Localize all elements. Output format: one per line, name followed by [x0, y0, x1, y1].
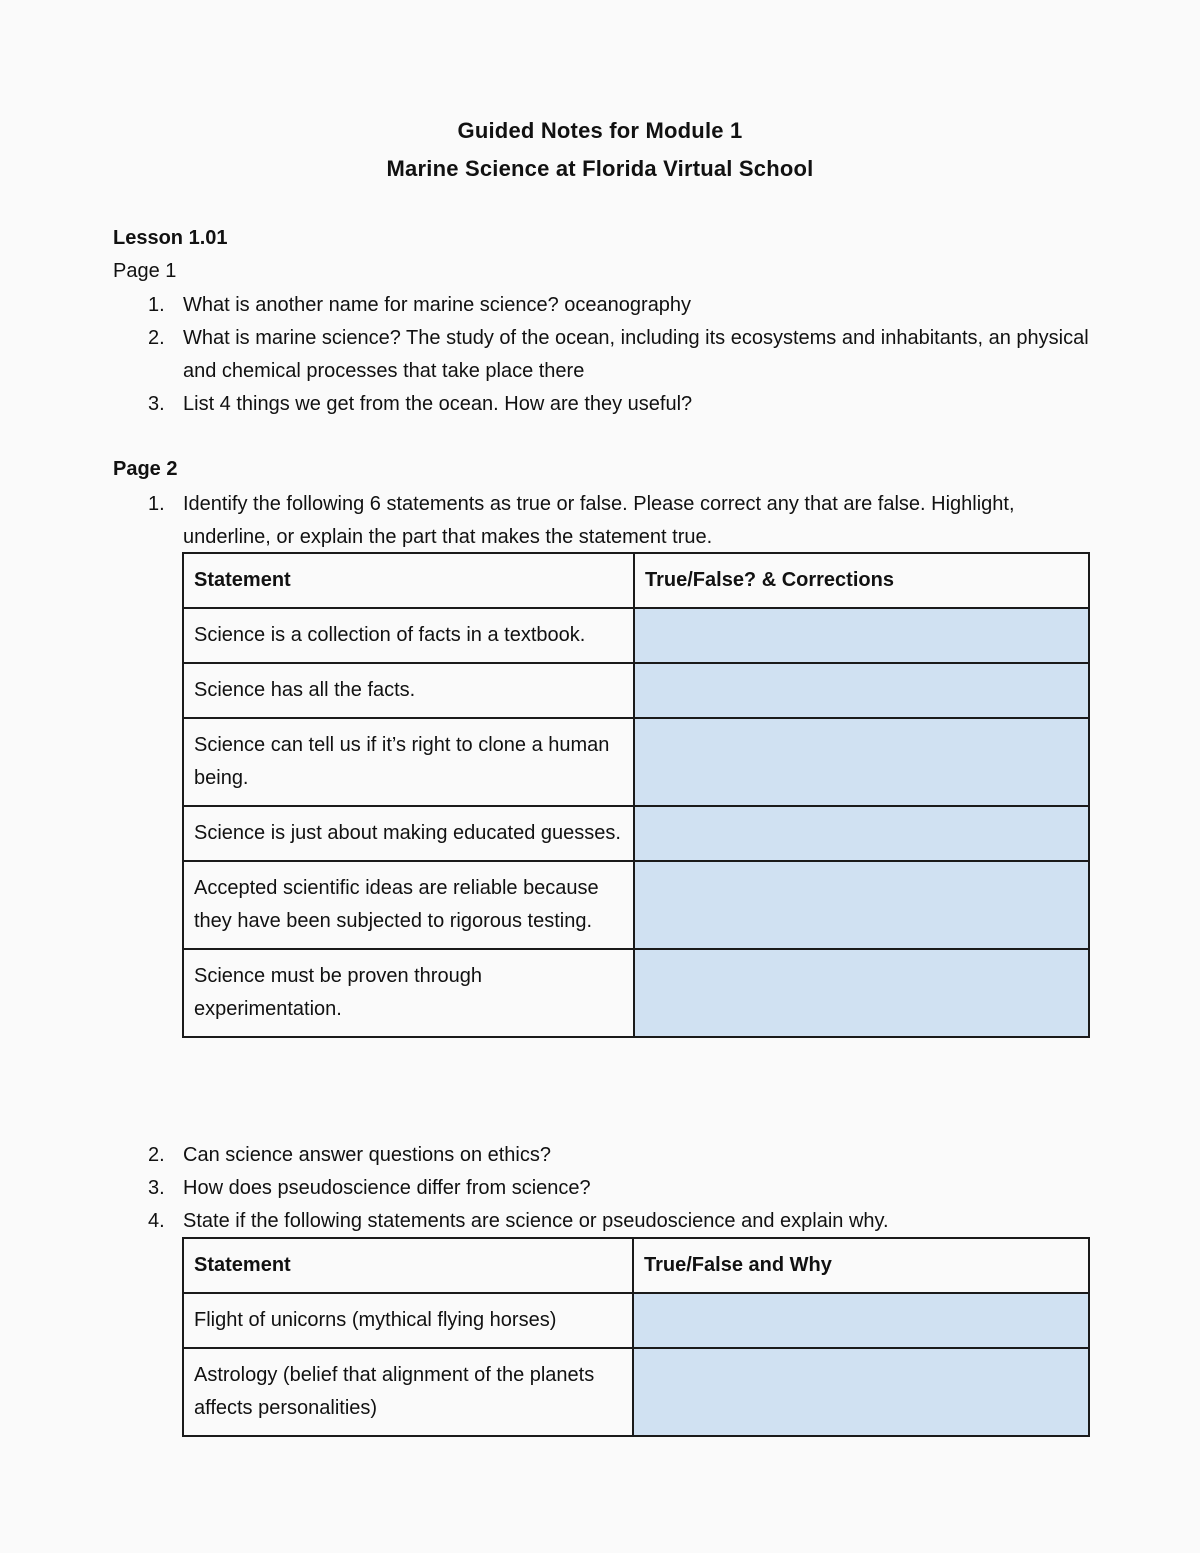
column-header-why: True/False and Why: [633, 1238, 1089, 1293]
true-false-table: [182, 552, 1090, 1038]
table-row: [183, 861, 1089, 949]
page1-question-list: [143, 289, 1093, 421]
column-header-corrections: True/False? & Corrections: [634, 553, 1089, 608]
question-text: What is marine science? The study of the ocean, including its ecosystems and inhabitants, an physical and chemical processes that take place there: [183, 327, 1089, 382]
column-header-statement: Statement: [183, 553, 634, 608]
statement-cell: Astrology (belief that alignment of the planets affects personalities): [183, 1348, 633, 1436]
table-row: [183, 806, 1089, 861]
question-number: 3.: [148, 1177, 165, 1199]
list-item: [143, 388, 1093, 421]
answer-cell[interactable]: [634, 663, 1089, 718]
question-number: 2.: [148, 327, 165, 349]
list-item: [143, 322, 1093, 388]
statement-cell: Accepted scientific ideas are reliable because they have been subjected to rigorous testing.: [183, 861, 634, 949]
question-text: Can science answer questions on ethics?: [183, 1144, 551, 1166]
statement-cell: Science can tell us if it’s right to clone a human being.: [183, 718, 634, 806]
question-number: 1.: [148, 294, 165, 316]
page2-question-list-bottom: [143, 1139, 1093, 1238]
list-item: [143, 1172, 1093, 1205]
answer-cell[interactable]: [633, 1348, 1089, 1436]
page2-heading: Page 2: [113, 458, 178, 480]
lesson-heading: Lesson 1.01: [113, 227, 228, 249]
statement-cell: Flight of unicorns (mythical flying horses): [183, 1293, 633, 1348]
table-row: [183, 663, 1089, 718]
table-header-row: [183, 553, 1089, 608]
question-number: 1.: [148, 493, 165, 515]
statement-cell: Science has all the facts.: [183, 663, 634, 718]
statement-cell: Science is a collection of facts in a textbook.: [183, 608, 634, 663]
table-row: [183, 1293, 1089, 1348]
page2-question-list-top: [143, 488, 1093, 554]
science-pseudoscience-table: [182, 1237, 1090, 1437]
question-text: List 4 things we get from the ocean. How are they useful?: [183, 393, 693, 415]
answer-cell[interactable]: [634, 608, 1089, 663]
answer-cell[interactable]: [634, 718, 1089, 806]
list-item: [143, 289, 1093, 322]
table-row: [183, 718, 1089, 806]
table-row: [183, 949, 1089, 1037]
column-header-statement: Statement: [183, 1238, 633, 1293]
list-item: [143, 488, 1093, 554]
statement-cell: Science must be proven through experimentation.: [183, 949, 634, 1037]
statement-cell: Science is just about making educated guesses.: [183, 806, 634, 861]
table-row: [183, 608, 1089, 663]
list-item: [143, 1139, 1093, 1172]
answer-cell[interactable]: [634, 806, 1089, 861]
list-item: [143, 1205, 1093, 1238]
question-number: 2.: [148, 1144, 165, 1166]
answer-cell[interactable]: [633, 1293, 1089, 1348]
question-text: What is another name for marine science? oceanography: [183, 294, 692, 316]
answer-cell[interactable]: [634, 949, 1089, 1037]
question-text: State if the following statements are science or pseudoscience and explain why.: [183, 1210, 889, 1232]
question-number: 3.: [148, 393, 165, 415]
table-row: [183, 1348, 1089, 1436]
document-title: Guided Notes for Module 1: [457, 118, 743, 143]
question-text: Identify the following 6 statements as true or false. Please correct any that are false. Highlight, underline, or explain the part that makes the statement true.: [183, 493, 1015, 548]
document-subtitle: Marine Science at Florida Virtual School: [386, 156, 814, 181]
table-header-row: [183, 1238, 1089, 1293]
page1-heading: Page 1: [113, 260, 177, 282]
answer-cell[interactable]: [634, 861, 1089, 949]
question-text: How does pseudoscience differ from science?: [183, 1177, 591, 1199]
question-number: 4.: [148, 1210, 165, 1232]
